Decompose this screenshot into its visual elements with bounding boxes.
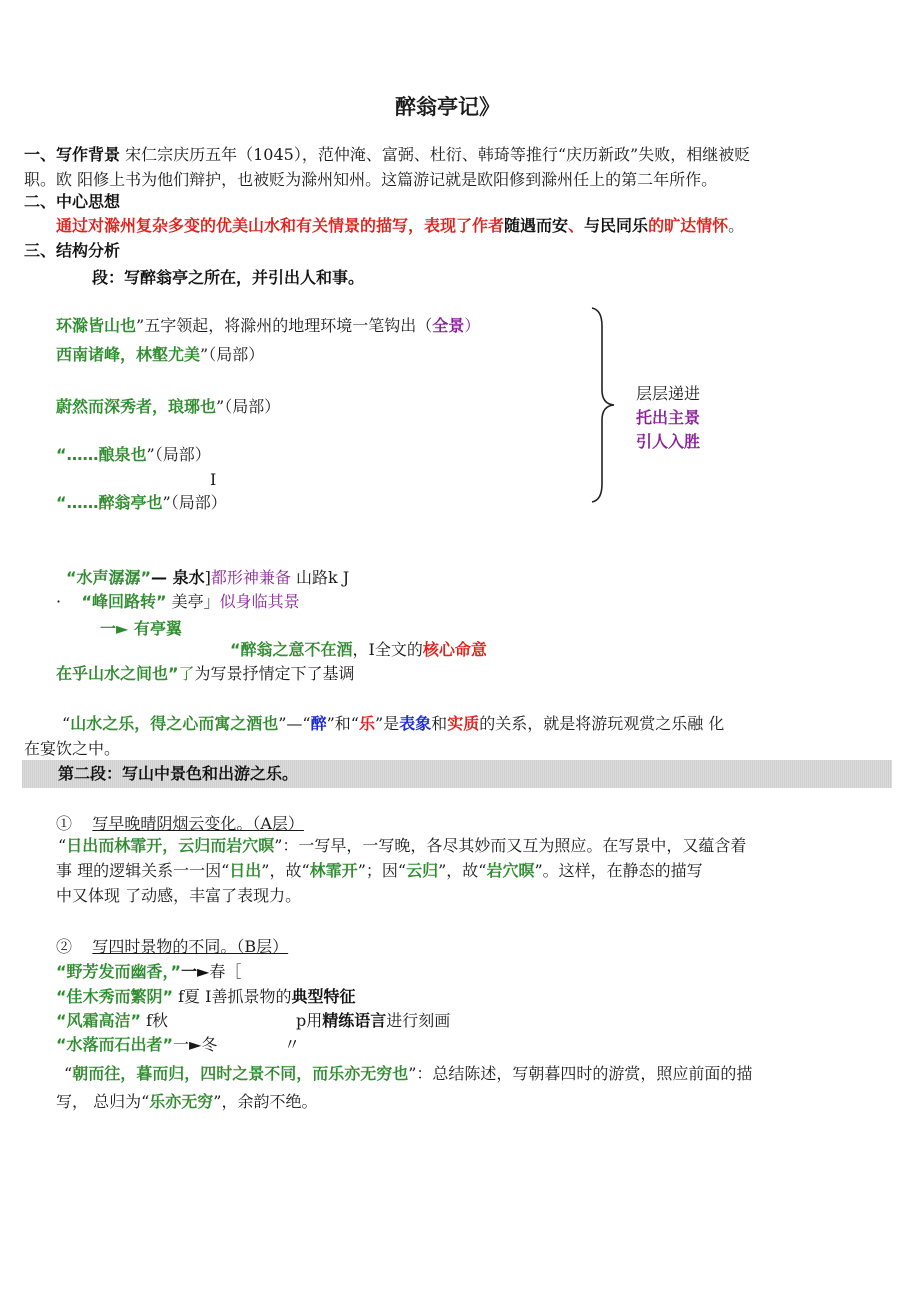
summary-text-1: ”：总结陈述，写朝暮四时的游赏，照应前面的描 <box>408 1064 753 1083</box>
part-a-q1: “ <box>58 836 67 855</box>
season-spring <box>56 962 241 982</box>
sound-bracket-2: 」 <box>203 592 220 611</box>
label-jinglian: 精练语言 <box>322 1011 387 1030</box>
part-a-t2c: ”，故“ <box>261 861 310 880</box>
section-heading-background: 一、写作背景 <box>24 145 121 164</box>
section-heading-structure: 三、结构分析 <box>24 241 121 260</box>
background-line-2: 职。欧 阳修上书为他们辩护，也被贬为滁州知州。这篇游记就是欧阳修到滁州任上的第二年所作。 <box>24 170 718 189</box>
label-hexin: 核心命意 <box>422 640 487 659</box>
sound-line-3: 一► 有亭翼 <box>100 619 182 638</box>
quote-shuisheng: “水声潺潺” <box>66 568 152 587</box>
brace-note-1: 层层递进 <box>636 384 701 403</box>
sound-line-4 <box>230 640 487 660</box>
quote-zaihu: 在乎山水之间也” <box>56 664 179 683</box>
season-label-summer: f夏 I善抓景物的 <box>173 987 292 1006</box>
season-label-spring: 春［ <box>209 962 242 981</box>
lezhi-line-1 <box>62 714 724 734</box>
struct-text-1: ”五字领起，将滁州的地理环境一笔钩出（ <box>136 316 433 335</box>
season-label-winter: 一►冬 <box>173 1035 218 1054</box>
part-b-heading <box>56 937 288 957</box>
struct-line-5 <box>56 493 227 513</box>
summary-text-2a: 写， 总归为“ <box>56 1092 150 1111</box>
theme-part-1: 通过对滁州复杂多变的优美山水和有关情景的描写，表现了作者 <box>56 216 505 235</box>
part-a-line-2 <box>56 861 703 881</box>
kw-linfeikai: 林霏开 <box>309 861 358 880</box>
struct-text-3: ”（局部） <box>216 397 281 416</box>
sound-liao: 了 <box>178 664 195 683</box>
brace-note-3: 引人入胜 <box>636 432 701 451</box>
sound-tail-1: 山路k J <box>290 568 350 587</box>
part-b-title: 写四时景物的不同。（B层） <box>92 937 289 956</box>
part-b-number: ② <box>56 937 73 956</box>
label-xingshen: 都形神兼备 <box>210 568 291 587</box>
label-le: 乐 <box>358 714 375 733</box>
part-a-t2a: 事 理的逻辑关系一一因“ <box>56 861 230 880</box>
season-autumn-note <box>296 1011 450 1031</box>
background-text-1: 宋仁宗庆历五年（1045），范仲淹、富弼、杜衍、韩琦等推行“庆历新政”失败，相继被贬 <box>125 145 751 164</box>
lezhi-line-2: 在宴饮之中。 <box>24 739 121 758</box>
part-a-title: 写早晚晴阴烟云变化。（A层） <box>92 814 304 833</box>
season-summer <box>56 987 355 1007</box>
struct-text-5: ”（局部） <box>162 493 227 512</box>
note-yong: p用 <box>296 1011 323 1030</box>
struct-line-3 <box>56 397 280 417</box>
quote-yefang: “野芳发而幽香，” <box>56 962 182 981</box>
sound-bracket-1: ] <box>204 568 211 587</box>
sound-text-5: 为写景抒情定下了基调 <box>194 664 355 683</box>
season-winter <box>56 1035 217 1055</box>
theme-part-2: 随遇而安 <box>504 216 569 235</box>
label-dianxing: 典型特征 <box>291 987 356 1006</box>
season-arrow-1: 一► <box>181 962 210 981</box>
sound-text-2: 美亭 <box>166 592 204 611</box>
bullet-dot: · <box>56 592 62 611</box>
theme-part-6: 。 <box>728 216 745 235</box>
struct-line-1 <box>56 316 480 336</box>
label-shenlin: 似身临其景 <box>219 592 300 611</box>
struct-line-2 <box>56 345 264 365</box>
quote-niangquan: “……酿泉也 <box>56 445 147 464</box>
sound-line-2 <box>56 592 300 612</box>
quote-huanchu: 环滁皆山也 <box>56 316 137 335</box>
part-a-number: ① <box>56 814 73 833</box>
summary-line-2 <box>56 1092 317 1112</box>
quote-fenghui: “峰回路转” <box>81 592 167 611</box>
theme-part-3: 、 <box>568 216 585 235</box>
summary-q1: “ <box>64 1064 73 1083</box>
kw-yanxueming: 岩穴暝 <box>486 861 535 880</box>
note-kehua: 进行刻画 <box>386 1011 451 1030</box>
label-biaoxiang: 表象 <box>399 714 432 733</box>
part-a-line-3: 中又体现 了动感，丰富了表现力。 <box>56 886 302 905</box>
theme-part-5: 的旷达情怀 <box>648 216 729 235</box>
background-line-1 <box>24 145 750 165</box>
label-zui: 醉 <box>310 714 327 733</box>
struct-text-4: ”（局部） <box>146 445 211 464</box>
lezhi-q1: “ <box>62 714 71 733</box>
sound-line-5 <box>56 664 355 684</box>
label-shizhi: 实质 <box>447 714 480 733</box>
quote-shanshui: 山水之乐，得之心而寓之酒也 <box>70 714 279 733</box>
part-a-line-1 <box>58 836 746 856</box>
part-a-t2g: ”，故“ <box>438 861 487 880</box>
theme-part-4: 与民同乐 <box>584 216 649 235</box>
label-quanjing: 全景 <box>432 316 465 335</box>
sound-arrow-1: — 泉水 <box>151 568 205 587</box>
quote-fengshuang: “风霜高洁” <box>56 1011 142 1030</box>
kw-leyiwuqiong: 乐亦无穷 <box>149 1092 214 1111</box>
season-winter-mark: 〃 <box>284 1035 301 1054</box>
part-a-text-1: ”：一写早，一写晚，各尽其妙而又互为照应。在写景中，又蕴含着 <box>274 836 747 855</box>
struct-text-2: ”（局部） <box>200 345 265 364</box>
theme-statement <box>56 216 744 236</box>
struct-marker-i: I <box>210 470 217 489</box>
section-heading-theme: 二、中心思想 <box>24 192 121 211</box>
summary-line-1 <box>64 1064 752 1084</box>
lezhi-rest: 的关系，就是将游玩观赏之乐融 化 <box>479 714 725 733</box>
lezhi-q2: ”—“ <box>278 714 311 733</box>
struct-line-4 <box>56 445 211 465</box>
part-a-heading <box>56 814 304 834</box>
quote-jiamu: “佳木秀而繁阴” <box>56 987 174 1006</box>
right-brace-icon <box>588 306 622 504</box>
quote-richu: 日出而林霏开，云归而岩穴暝 <box>66 836 275 855</box>
quote-zhaoerwang: 朝而往，暮而归，四时之景不同，而乐亦无穷也 <box>72 1064 409 1083</box>
sound-text-4: ，I全文的 <box>352 640 423 659</box>
lezhi-shi: ”是 <box>374 714 400 733</box>
quote-xinan: 西南诸峰，林壑尤美 <box>56 345 201 364</box>
section-two-title: 第二段：写山中景色和出游之乐。 <box>58 764 299 783</box>
season-label-autumn: f秋 <box>141 1011 169 1030</box>
kw-richu: 日出 <box>229 861 262 880</box>
struct-close-1: ） <box>464 316 481 335</box>
quote-weiran: 蔚然而深秀者，琅琊也 <box>56 397 217 416</box>
quote-zuiwengting: “……醉翁亭也 <box>56 493 163 512</box>
kw-yungui: 云归 <box>406 861 439 880</box>
season-autumn <box>56 1011 168 1031</box>
lezhi-he2: 和 <box>431 714 448 733</box>
part-a-t2i: ”。这样，在静态的描写 <box>534 861 703 880</box>
quote-zuiweng-yi: “醉翁之意不在酒 <box>230 640 353 659</box>
paragraph-one-summary: 段：写醉翁亭之所在，并引出人和事。 <box>92 268 365 287</box>
summary-text-2c: ”，余韵不绝。 <box>213 1092 318 1111</box>
lezhi-he: ”和“ <box>326 714 359 733</box>
brace-note-2: 托出主景 <box>636 408 701 427</box>
page-title: 醉翁亭记》 <box>395 95 500 119</box>
quote-shuiluo: “水落而石出者” <box>56 1035 174 1054</box>
part-a-t2e: ”；因“ <box>357 861 407 880</box>
sound-line-1 <box>66 568 349 588</box>
